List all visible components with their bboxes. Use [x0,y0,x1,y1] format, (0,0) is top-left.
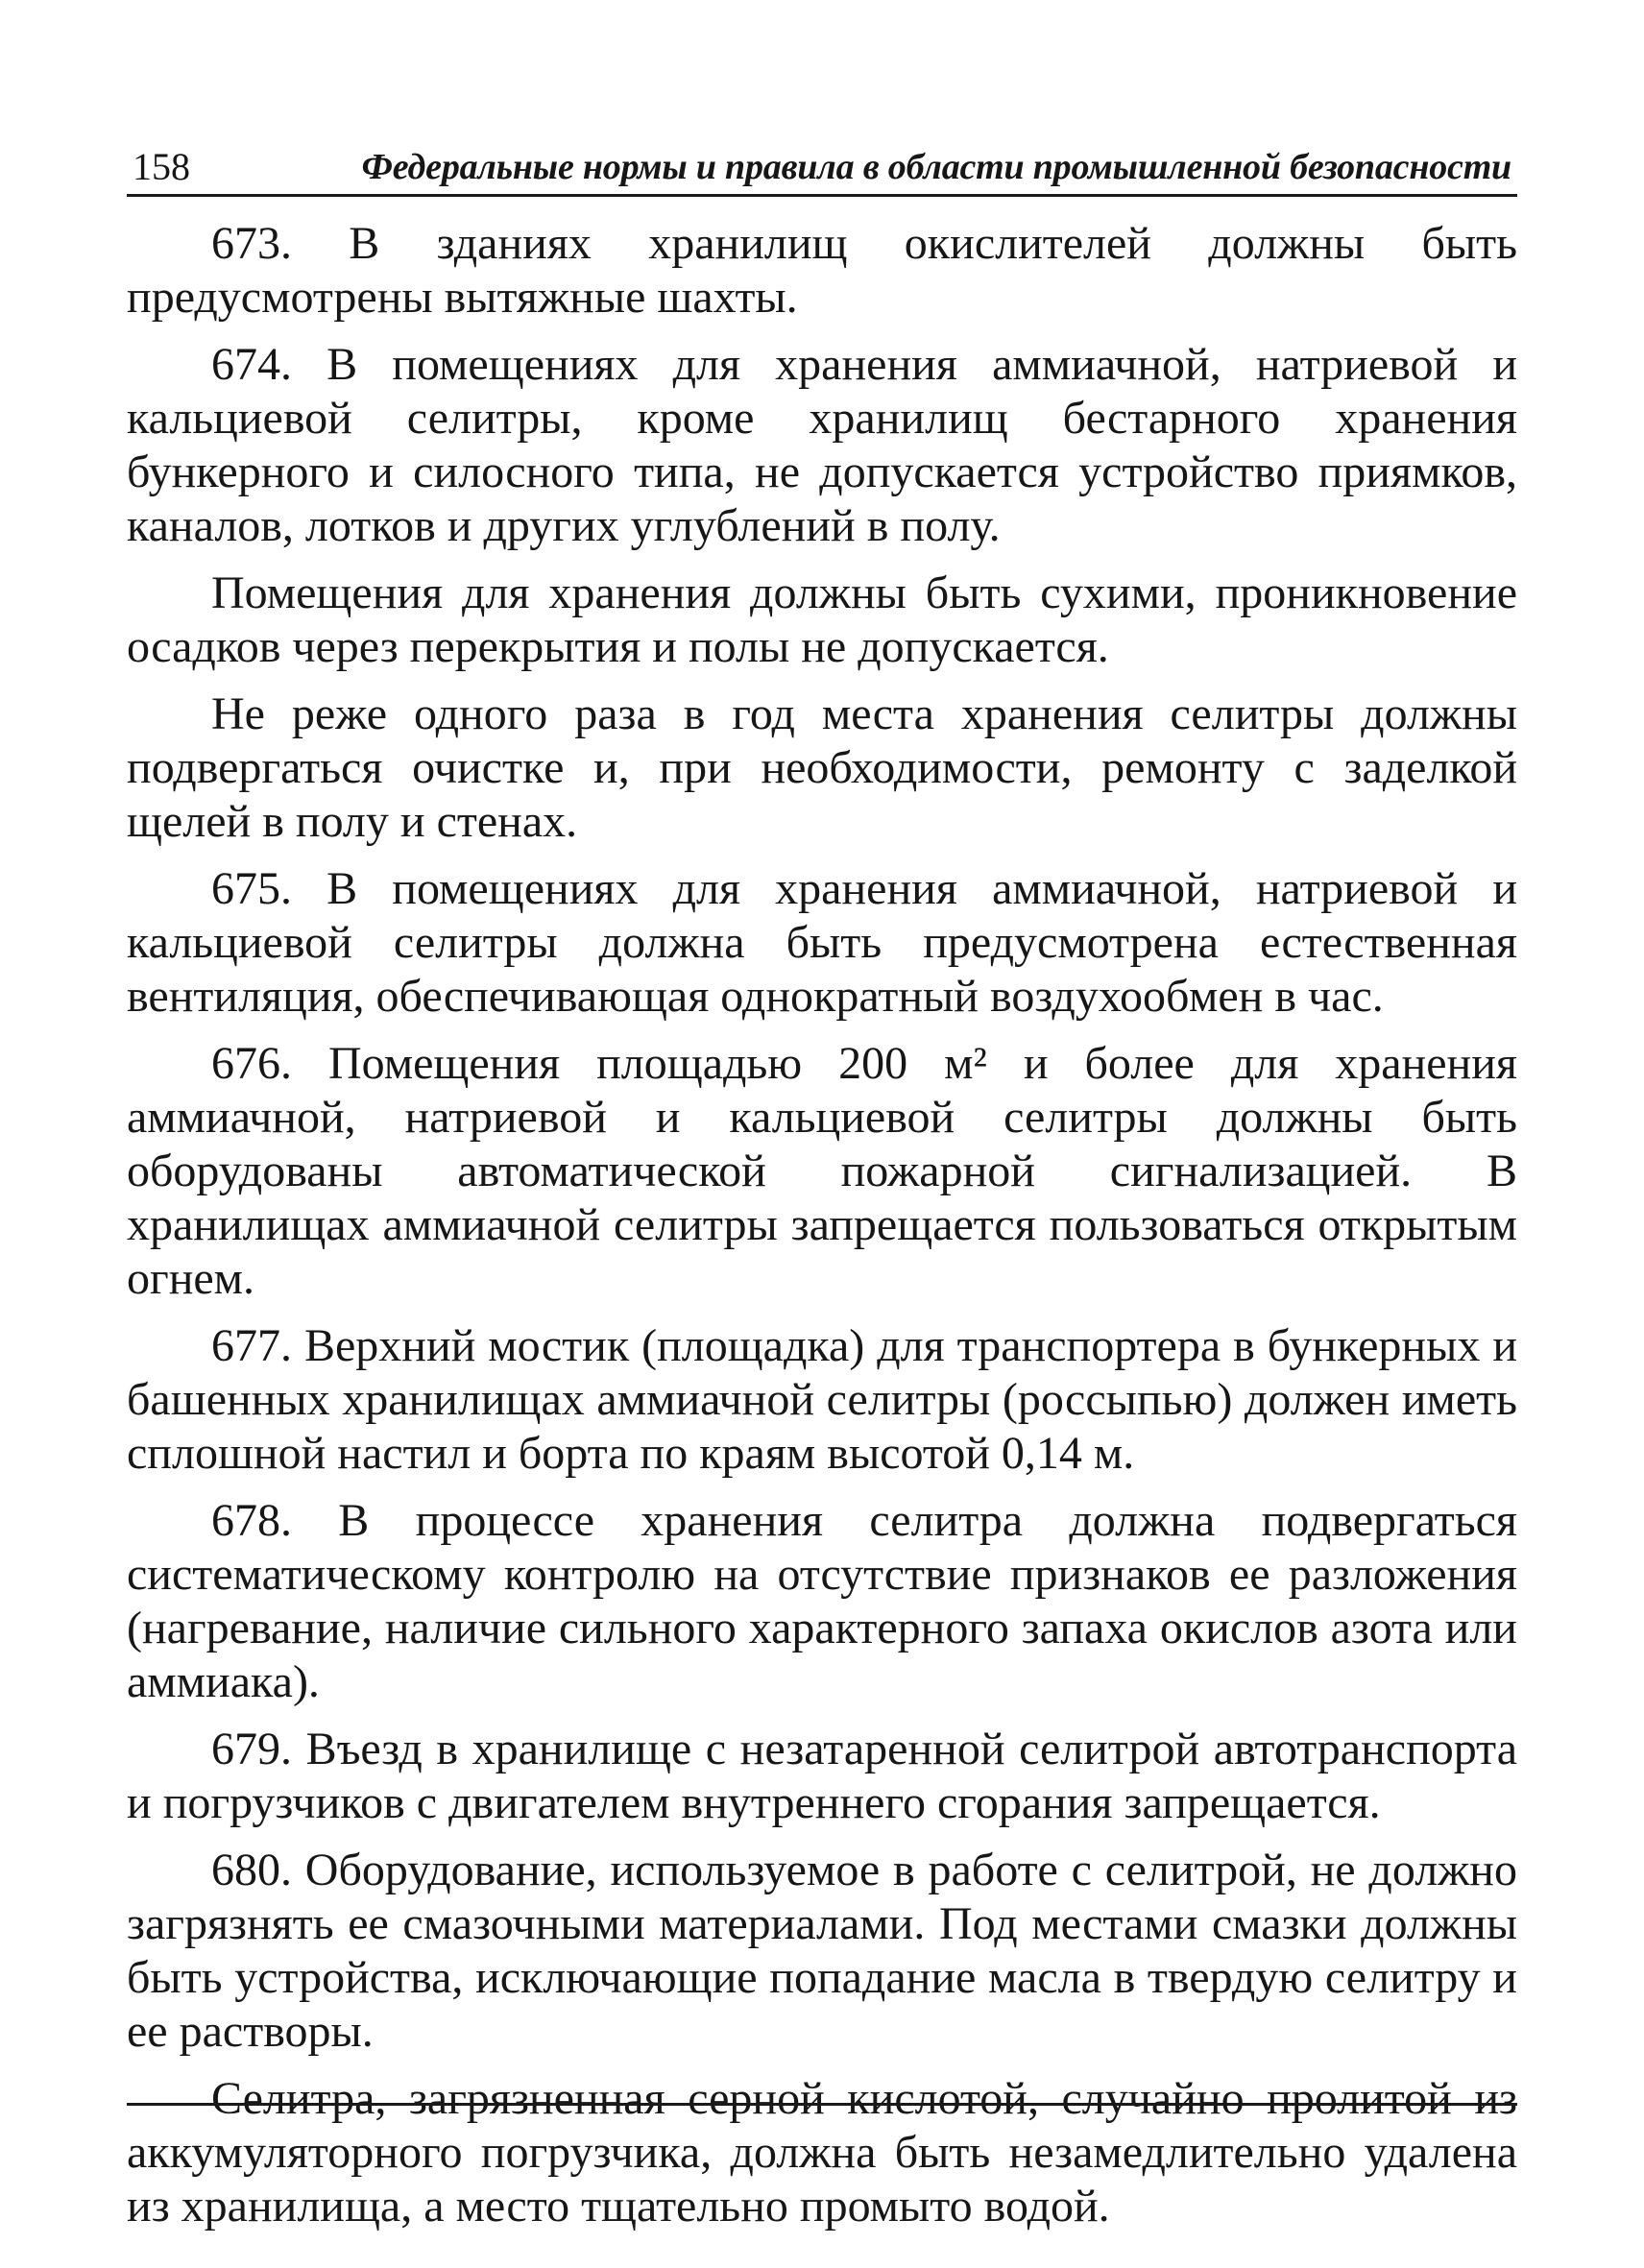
paragraph-674-annual-cleaning: Не реже одного раза в год места хранения селитры должны подвергаться очистке и, при необходимости, ремонту с заделкой щелей в полу и стенах. [127,688,1517,847]
paragraph-677: 677. Верхний мостик (площадка) для транспортера в бункерных и башенных хранилищах аммиачной селитры (россыпью) должен иметь сплошной настил и борта по краям высотой 0,14 м. [127,1320,1517,1479]
running-title: Федеральные нормы и правила в области промышленной безопасности [361,147,1511,187]
page-number: 158 [133,145,190,188]
paragraph-678: 678. В процессе хранения селитра должна подвергаться систематическому контролю на отсутствие признаков ее разложения (нагревание, наличие сильного характерного запаха окислов азота или аммиака). [127,1495,1517,1707]
body-text [127,217,1517,2247]
paragraph-674: 674. В помещениях для хранения аммиачной, натриевой и кальциевой селитры, кроме хранилищ бестарного хранения бункерного и силосного типа, не допускается устройство приямков, каналов, лотков и других углублений в полу. [127,339,1517,551]
paragraph-680: 680. Оборудование, используемое в работе с селитрой, не должно загрязнять ее смазочными материалами. Под местами смазки должны быть устройства, исключающие попадание масла в твердую селитру и ее растворы. [127,1845,1517,2057]
paragraph-676: 676. Помещения площадью 200 м² и более для хранения аммиачной, натриевой и кальциевой селитры должны быть оборудованы автоматической пожарной сигнализацией. В хранилищах аммиачной селитры запрещается пользоваться открытым огнем. [127,1038,1517,1304]
page-header [127,146,1517,197]
paragraph-680-acid-contamination: Селитра, загрязненная серной кислотой, случайно пролитой из аккумуляторного погрузчика, должна быть незамедлительно удалена из хранилища, а место тщательно промыто водой. [127,2073,1517,2232]
paragraph-674-dry-premises: Помещения для хранения должны быть сухими, проникновение осадков через перекрытия и полы не допускается. [127,567,1517,672]
paragraph-675: 675. В помещениях для хранения аммиачной, натриевой и кальциевой селитры должна быть предусмотрена естественная вентиляция, обеспечивающая однократный воздухообмен в час. [127,863,1517,1022]
footer-rule [127,2103,1517,2106]
paragraph-679: 679. Въезд в хранилище с незатаренной селитрой автотранспорта и погрузчиков с двигателем внутреннего сгорания запрещается. [127,1724,1517,1828]
paragraph-673: 673. В зданиях хранилищ окислителей должны быть предусмотрены вытяжные шахты. [127,218,1517,323]
